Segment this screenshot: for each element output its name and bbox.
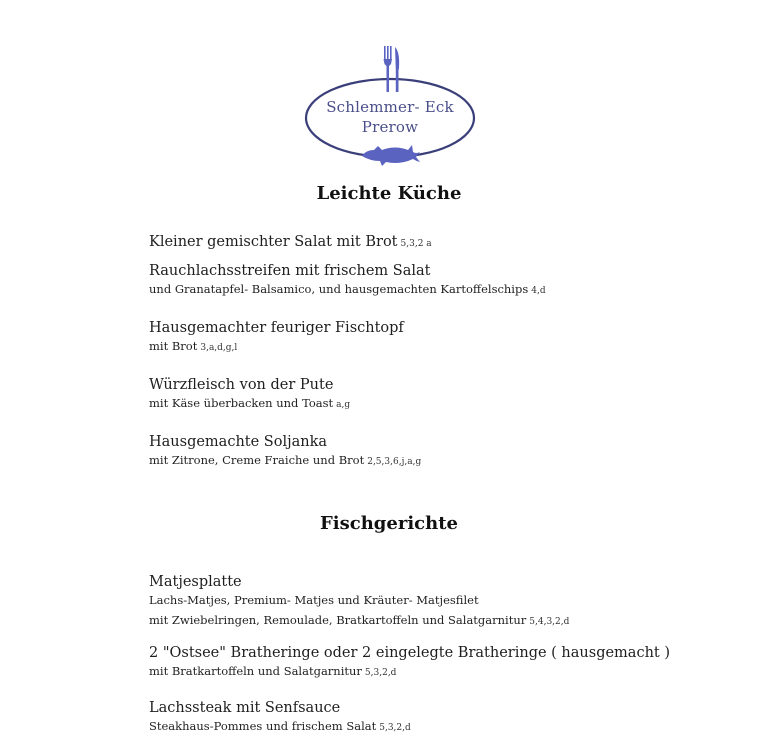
menu-item-title: Hausgemachte Soljanka [149,434,328,450]
menu-item-description: mit Bratkartoffeln und Salatgarnitur 5,3,2,d [149,664,397,678]
menu-item [149,319,404,357]
menu-item [149,573,569,631]
allergen-codes: 5,3,2 a [400,239,432,249]
menu-item [149,644,670,682]
menu-item-title: Lachssteak mit Senfsauce [149,700,341,716]
menu-item-title: Kleiner gemischter Salat mit Brot 5,3,2 a [149,234,432,250]
menu-item [149,262,546,300]
allergen-codes: 4,d [531,286,546,296]
menu-item-title: 2 "Ostsee" Bratheringe oder 2 eingelegte Bratheringe ( hausgemacht ) [149,645,671,661]
restaurant-logo [300,44,480,170]
menu-item-description: mit Zwiebelringen, Remoulade, Bratkartoffeln und Salatgarnitur 5,4,3,2,d [149,613,570,627]
knife-icon [395,47,399,92]
allergen-codes: a,g [336,400,351,410]
menu-item-description: mit Käse überbacken und Toast a,g [149,396,351,410]
logo-name: Schlemmer- Eck [326,98,454,116]
allergen-codes: 5,4,3,2,d [529,617,570,627]
menu-item-description: Lachs-Matjes, Premium- Matjes und Kräuter- Matjesfilet [149,593,479,607]
menu-item [149,233,432,253]
fish-icon [362,145,420,166]
section-heading-fischgerichte: Fischgerichte [320,513,458,534]
allergen-codes: 5,3,2,d [379,723,411,733]
menu-item-title: Rauchlachsstreifen mit frischem Salat [149,263,431,279]
section-heading-leichte-kueche: Leichte Küche [316,183,462,204]
menu-item-description: mit Brot 3,a,d,g,l [149,339,238,353]
menu-item-description: und Granatapfel- Balsamico, und hausgemachten Kartoffelschips 4,d [149,282,546,296]
menu-item-title: Hausgemachter feuriger Fischtopf [149,320,404,336]
menu-item-description: Steakhaus-Pommes und frischem Salat 5,3,2,d [149,719,411,733]
menu-item [149,376,350,414]
menu-item-title: Matjesplatte [149,574,242,590]
allergen-codes: 5,3,2,d [364,668,397,678]
allergen-codes: 3,a,d,g,l [200,343,238,353]
menu-item-description: mit Zitrone, Creme Fraiche und Brot 2,5,3,6,j,a,g [149,453,422,467]
menu-item-title: Würzfleisch von der Pute [149,377,334,393]
logo-location: Prerow [361,118,419,136]
allergen-codes: 2,5,3,6,j,a,g [367,457,422,467]
fork-icon [384,46,393,92]
menu-item [149,433,421,471]
menu-item [149,699,411,737]
